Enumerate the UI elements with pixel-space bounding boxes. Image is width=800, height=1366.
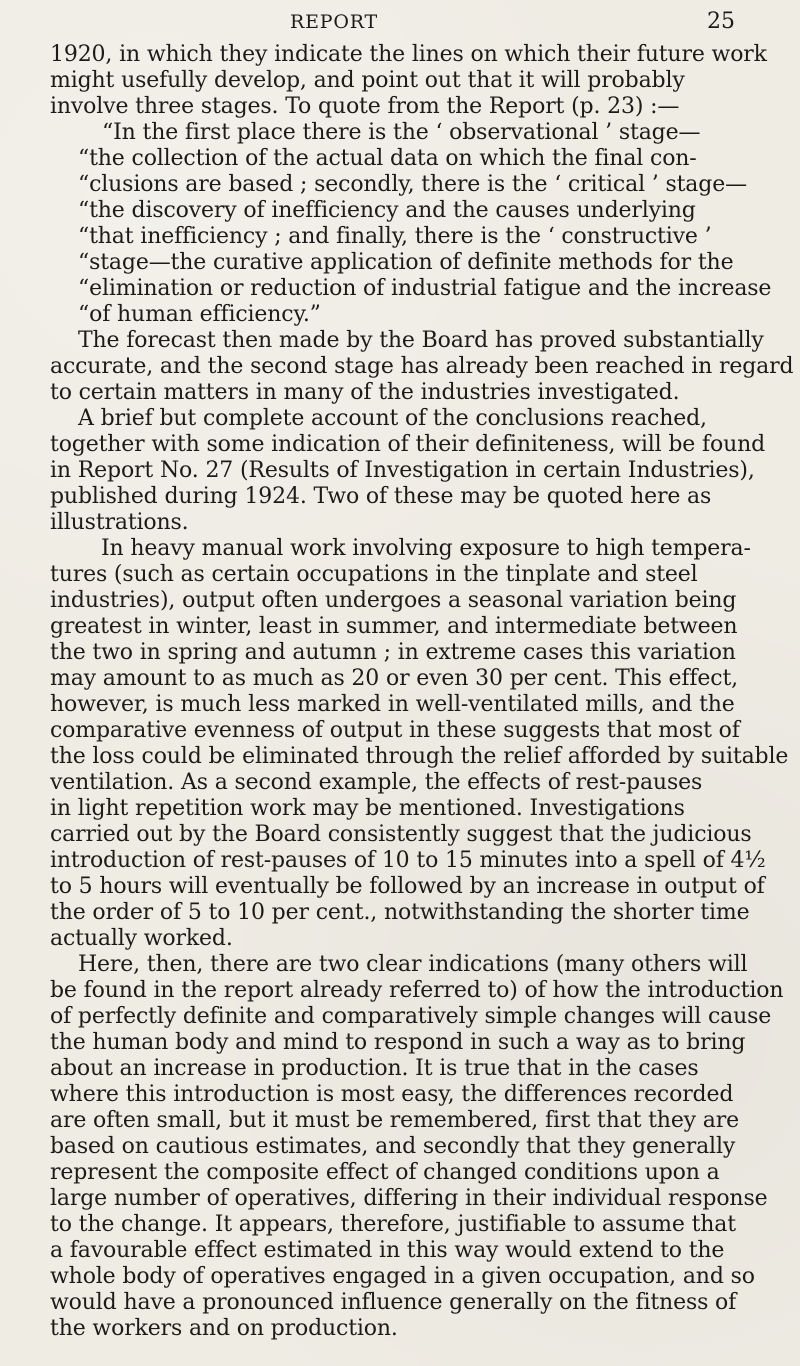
text-line: the order of 5 to 10 per cent., notwithstanding the shorter time [50,900,750,925]
text-line: large number of operatives, differing in their individual response [50,1186,768,1211]
text-line: in Report No. 27 (Results of Investigation in certain Industries), [50,458,755,483]
text-line: would have a pronounced influence generally on the fitness of [50,1290,737,1315]
text-line: actually worked. [50,926,233,951]
text-line: might usefully develop, and point out that it will probably [50,68,685,93]
text-line: be found in the report already referred to) of how the introduction [50,978,784,1003]
text-line: industries), output often undergoes a seasonal variation being [50,588,737,613]
text-line: based on cautious estimates, and secondly that they generally [50,1134,736,1159]
text-line: represent the composite effect of changed conditions upon a [50,1160,720,1185]
text-line: A brief but complete account of the conclusions reached, [78,406,707,431]
text-line: to certain matters in many of the industries investigated. [50,380,680,405]
text-line: comparative evenness of output in these suggests that most of [50,718,740,743]
text-line: the two in spring and autumn ; in extreme cases this variation [50,640,736,665]
text-line: where this introduction is most easy, the differences recorded [50,1082,734,1107]
text-line: together with some indication of their definiteness, will be found [50,432,766,457]
body-text [0,42,800,1342]
text-line: involve three stages. To quote from the Report (p. 23) :— [50,94,680,119]
text-line: 1920, in which they indicate the lines on which their future work [50,42,767,67]
text-line: “In the first place there is the ‘ observational ’ stage— [102,120,701,145]
text-line: in light repetition work may be mentioned. Investigations [50,796,685,821]
text-line: the human body and mind to respond in such a way as to bring [50,1030,746,1055]
text-line: illustrations. [50,510,189,535]
text-line: about an increase in production. It is true that in the cases [50,1056,699,1081]
text-line: the loss could be eliminated through the relief afforded by suitable [50,744,789,769]
page-number: 25 [707,9,735,34]
text-line: The forecast then made by the Board has proved substantially [78,328,764,353]
text-line: “the discovery of inefficiency and the causes underlying [78,198,696,223]
text-line: carried out by the Board consistently suggest that the judicious [50,822,752,847]
text-line: of perfectly definite and comparatively simple changes will cause [50,1004,772,1029]
text-line: to the change. It appears, therefore, justifiable to assume that [50,1212,736,1237]
text-line: In heavy manual work involving exposure to high tempera- [101,536,751,561]
text-line: may amount to as much as 20 or even 30 per cent. This effect, [50,666,738,691]
text-line: Here, then, there are two clear indications (many others will [78,952,748,977]
text-line: “that inefficiency ; and finally, there is the ‘ constructive ’ [78,224,712,249]
text-line: however, is much less marked in well-ventilated mills, and the [50,692,735,717]
running-header [0,7,800,37]
text-line: tures (such as certain occupations in the tinplate and steel [50,562,698,587]
text-line: greatest in winter, least in summer, and intermediate between [50,614,738,639]
text-line: whole body of operatives engaged in a given occupation, and so [50,1264,755,1289]
text-line: are often small, but it must be remembered, first that they are [50,1108,740,1133]
text-line: introduction of rest-pauses of 10 to 15 minutes into a spell of 4½ [50,848,766,873]
text-line: ventilation. As a second example, the effects of rest-pauses [50,770,703,795]
text-line: published during 1924. Two of these may be quoted here as [50,484,712,509]
text-line: the workers and on production. [50,1316,398,1341]
text-line: “the collection of the actual data on which the final con- [78,146,697,171]
text-line: “stage—the curative application of definite methods for the [78,250,734,275]
text-line: “clusions are based ; secondly, there is the ‘ critical ’ stage— [78,172,747,197]
page-title: REPORT [290,11,378,33]
text-line: “of human efficiency.” [78,302,321,327]
text-line: “elimination or reduction of industrial fatigue and the increase [78,276,772,301]
text-line: to 5 hours will eventually be followed by an increase in output of [50,874,765,899]
text-line: accurate, and the second stage has already been reached in regard [50,354,794,379]
text-line: a favourable effect estimated in this way would extend to the [50,1238,725,1263]
